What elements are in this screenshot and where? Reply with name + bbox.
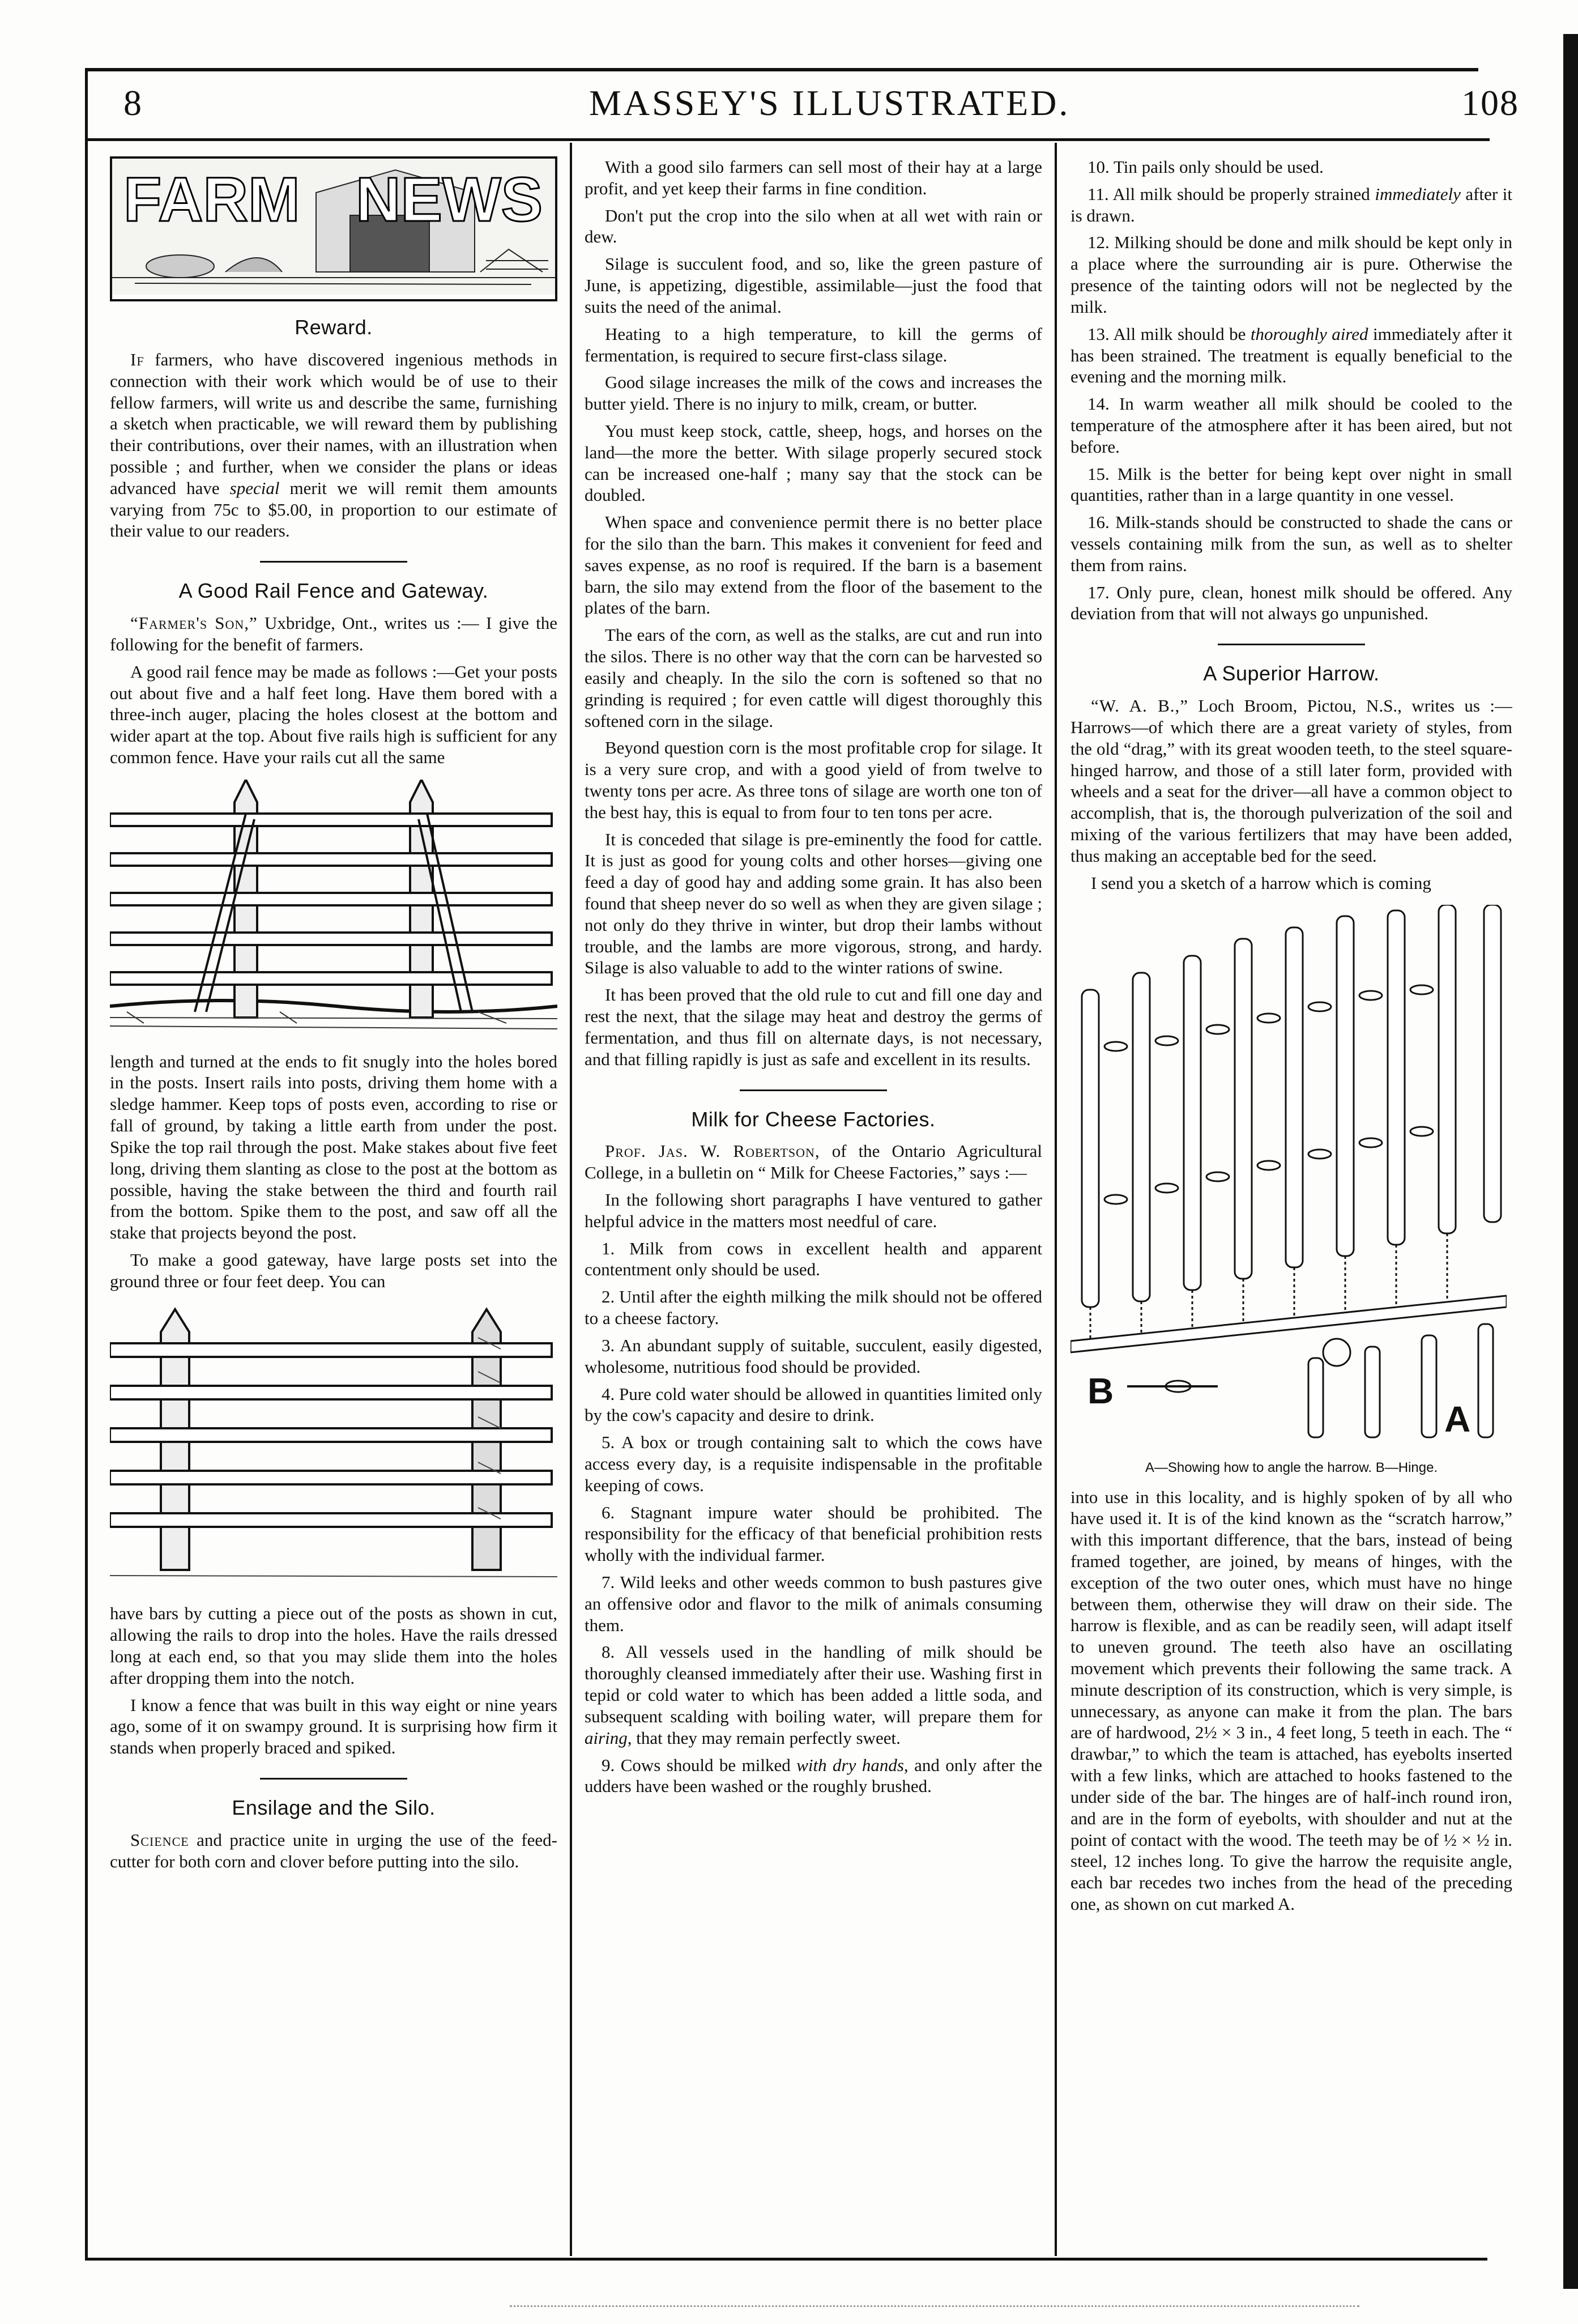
right-edge-bar — [1563, 34, 1578, 2289]
ensilage-heading: Ensilage and the Silo. — [232, 1796, 436, 1820]
bottom-dotted-line — [510, 2305, 1359, 2307]
fence-paragraph-5: have bars by cutting a piece out of the posts as shown in cut, allowing the rails to drop into the holes. Have the rails dressed long at each end, so that you may slide them into the holes after dropping them into the notch. — [110, 1603, 557, 1688]
harrow-figure — [1071, 905, 1512, 1448]
list-item: 4. Pure cold water should be allowed in quantities limited only by the cow's capacity and desire to drink. — [585, 1384, 1042, 1425]
list-item: 11. All milk should be properly strained immediately after it is drawn. — [1071, 184, 1512, 225]
harrow-illustration — [1071, 905, 1507, 1443]
harrow-intro: “W. A. B.,” Loch Broom, Pictou, N.S., writes us :—Harrows—of which there are a great variety of styles, from the old “drag,” with its great wooden teeth, to the steel square-hinged harrow, and those of a still later form, provided with wheels and a seat for the driver—all have a common object to accomplish, that is, the thorough pulverization of the soil and mixing of the various fertilizers that may have been added, thus making an acceptable bed for the seed. — [1071, 696, 1512, 866]
svg-text:NEWS: NEWS — [356, 165, 543, 235]
fence-paragraph-6: I know a fence that was built in this way eight or nine years ago, some of it on swampy ground. It is surprising how firm it stands when properly braced and spiked. — [110, 1695, 557, 1758]
top-border — [85, 68, 1478, 71]
list-item: 7. Wild leeks and other weeds common to bush pastures give an offensive odor and flavor to the milk of animals consuming them. — [585, 1572, 1042, 1635]
harrow-caption: A—Showing how to angle the harrow. B—Hinge. — [1145, 1460, 1438, 1476]
list-item: 9. Cows should be milked with dry hands, and only after the udders have been washed or the roughly brushed. — [585, 1755, 1042, 1797]
column-divider-1 — [570, 143, 572, 2256]
list-item: 2. Until after the eighth milking the milk should not be offered to a cheese factory. — [585, 1287, 1042, 1329]
silo-paragraph-5: Good silage increases the milk of the cows and increases the butter yield. There is no injury to milk, cream, or butter. — [585, 372, 1042, 414]
ensilage-paragraph: Science and practice unite in urging the use of the feed-cutter for both corn and clover before putting into the silo. — [110, 1829, 557, 1871]
page-number-left: 8 — [123, 83, 143, 123]
reward-heading: Reward. — [295, 316, 373, 339]
list-item: 12. Milking should be done and milk should be kept only in a place where the surrounding air is pure. Otherwise the presence of the tainting odors will not be neglected by the milk. — [1071, 232, 1512, 317]
separator-rule — [260, 561, 407, 563]
list-item: 10. Tin pails only should be used. — [1087, 157, 1324, 177]
farm-news-logo — [110, 156, 557, 301]
silo-paragraph-4: Heating to a high temperature, to kill the germs of fermentation, is required to secure first-class silage. — [585, 324, 1042, 365]
list-item: 13. All milk should be thoroughly aired immediately after it has been strained. The treatment is equally beneficial to the evening and the morning milk. — [1071, 324, 1512, 387]
silo-paragraph-11: It has been proved that the old rule to cut and fill one day and rest the next, that the silage may heat and destroy the germs of fermentation, and thus fill on alternate days, is not necessary, and that filling rapidly is just as safe and excellent in its results. — [585, 985, 1042, 1069]
left-border — [85, 68, 88, 2261]
separator-rule — [260, 1778, 407, 1780]
reward-paragraph: If farmers, who have discovered ingenious methods in connection with their work which would be of use to their fellow farmers, will write us and describe the same, furnishing a sketch when practicable, we will reward them by publishing their contributions, over their names, with an illustration when possible ; and further, when we consider the plans or ideas advanced have special merit we will remit them amounts varying from 75c to $5.00, in proportion to our estimate of their value to our readers. — [110, 349, 557, 541]
separator-rule — [1218, 644, 1365, 645]
list-item: 8. All vessels used in the handling of milk should be thoroughly cleansed immediately after their use. Washing first in tepid or cold water to which has been added a little soda, and subsequent scalding with boiling water, will prepare them for airing, that they may remain perfectly sweet. — [585, 1642, 1042, 1748]
farm-news-illustration — [112, 159, 555, 295]
list-item: 3. An abundant supply of suitable, succulent, easily digested, wholesome, nutritious food should be provided. — [585, 1335, 1042, 1377]
silo-paragraph-2: Don't put the crop into the silo when at all wet with rain or dew. — [585, 205, 1042, 247]
header-underline — [85, 138, 1490, 141]
list-item: 14. In warm weather all milk should be cooled to the temperature of the atmosphere after it has been aired, but not before. — [1071, 394, 1512, 457]
list-item: 1. Milk from cows in excellent health and apparent contentment only should be used. — [585, 1238, 1042, 1280]
silo-paragraph-3: Silage is succulent food, and so, like the green pasture of June, is appetizing, digestible, assimilable—just the food that suits the need of the animal. — [585, 254, 1042, 317]
gateway-figure — [110, 1304, 557, 1592]
rail-fence-figure — [110, 780, 557, 1040]
column-2 — [585, 156, 1042, 2253]
silo-paragraph-10: It is conceded that silage is pre-eminently the food for cattle. It is just as good for young colts and other horses—giving one feed a day of good hay and adding some grain. It has also been found that sheep never do so well as when they are given silage ; not only do they thrive in winter, but drop their lambs without trouble, and the lambs are more vigorous, strong, and hardy. Silage is also valuable to add to the winter rations of swine. — [585, 829, 1042, 978]
fence-intro: “Farmer's Son,” Uxbridge, Ont., writes us :— I give the following for the benefit of farmers. — [110, 613, 557, 654]
silo-paragraph-9: Beyond question corn is the most profitable crop for silage. It is a very sure crop, and with a good yield of from twelve to twenty tons per acre. As three tons of silage are worth one ton of the best hay, this is equal to from four to ten tons per acre. — [585, 738, 1042, 822]
svg-text:FARM: FARM — [123, 165, 300, 235]
milk-rules-list — [585, 1238, 1042, 1798]
milk-intro: Prof. Jas. W. Robertson, of the Ontario Agricultural College, in a bulletin on “ Milk for Cheese Factories,” says :— — [585, 1141, 1042, 1183]
milk-paragraph-2: In the following short paragraphs I have ventured to gather helpful advice in the matters most needful of care. — [585, 1190, 1042, 1231]
masthead-title: MASSEY'S ILLUSTRATED. — [589, 83, 1071, 123]
separator-rule — [740, 1089, 887, 1091]
harrow-paragraph-2: I send you a sketch of a harrow which is coming — [1091, 872, 1431, 893]
list-item: 16. Milk-stands should be constructed to shade the cans or vessels containing milk from the sun, as well as to shelter them from rains. — [1071, 512, 1512, 575]
silo-paragraph-8: The ears of the corn, as well as the stalks, are cut and run into the silos. There is no other way that the corn can be harvested so easily and cheaply. In the silo the corn is softened so that no grinding is required ; for even cattle will digest thoroughly this softened corn in the silage. — [585, 625, 1042, 731]
column-1 — [110, 156, 557, 2253]
column-divider-2 — [1055, 143, 1057, 2256]
fence-paragraph-4: To make a good gateway, have large posts set into the ground three or four feet deep. You can — [110, 1249, 557, 1291]
silo-paragraph-7: When space and convenience permit there is no better place for the silo than the barn. This makes it convenient for feed and saves expense, as no roof is required. If the barn is a basement barn, the silo may extend from the floor of the basement to the plates of the barn. — [585, 512, 1042, 618]
silo-paragraph-1: With a good silo farmers can sell most of their hay at a large profit, and yet keep their farms in fine condition. — [585, 157, 1042, 198]
gateway-illustration — [110, 1304, 557, 1587]
silo-paragraph-6: You must keep stock, cattle, sheep, hogs, and horses on the land—the more the better. With silage properly secured stock can be increased one-half ; many say that the stock can be doubled. — [585, 420, 1042, 505]
harrow-paragraph-3: into use in this locality, and is highly spoken of by all who have used it. It is of the kind known as the “scratch harrow,” with this important difference, that the bars, instead of being framed together, are joined, by means of hinges, with the exception of the two outer ones, which must have no hinge between them, otherwise they will draw on their side. The harrow is flexible, and as can be readily seen, will adapt itself to uneven ground. The teeth also have an oscillating movement which prevents their following the same track. A minute description of its construction, which is very simple, is unnecessary, as anyone can make it from the plan. The bars are of hardwood, 2½ × 3 in., 4 feet long, 5 teeth in each. The “ drawbar,” to which the team is attached, has eyebolts inserted with a few links, which are attached to hooks fastened to the under side of the bar. The hinges are of half-inch round iron, and are in the form of eyebolts, with shoulder and nut at the point of contact with the wood. The teeth may be of ½ × ½ in. steel, 12 inches long. To give the harrow the requisite angle, each bar recedes two inches from the head of the preceding one, as shown on cut marked A. — [1071, 1487, 1512, 1914]
rail-fence-illustration — [110, 780, 557, 1035]
list-item: 5. A box or trough containing salt to which the cows have access every day, is a requisite indispensable in the profitable keeping of cows. — [585, 1432, 1042, 1495]
figure-label-b: B — [1087, 1370, 1114, 1412]
fence-paragraph-2: A good rail fence may be made as follows :—Get your posts out about five and a half feet long. Have them bored with a three-inch auger, placing the holes closest at the bottom and wider apart at the top. About five rails high is sufficient for any common fence. Have your rails cut all the same — [110, 661, 557, 767]
harrow-heading: A Superior Harrow. — [1203, 662, 1380, 686]
milk-heading: Milk for Cheese Factories. — [691, 1107, 936, 1131]
figure-label-a: A — [1444, 1399, 1471, 1440]
milk-rules-continued — [1071, 156, 1512, 624]
page-number-right: 108 — [1461, 83, 1519, 123]
fence-paragraph-3: length and turned at the ends to fit snugly into the holes bored in the posts. Insert rails into posts, driving them home with a sledge hammer. Keep tops of posts even, according to rise or fall of ground, by taking a little earth from under the post. Spike the top rail through the post. Make stakes about five feet long, driving them slanting as close to the post at the bottom as possible, having the stake between the third and fourth rail from the bottom. Spike them to the post, and saw off all the stake that projects beyond the post. — [110, 1051, 557, 1243]
list-item: 17. Only pure, clean, honest milk should be offered. Any deviation from that will not always go unpunished. — [1071, 582, 1512, 624]
bottom-border — [85, 2258, 1487, 2261]
list-item: 6. Stagnant impure water should be prohibited. The responsibility for the efficacy of that beneficial prohibition rests wholly with the individual farmer. — [585, 1502, 1042, 1565]
list-item: 15. Milk is the better for being kept over night in small quantities, rather than in a large quantity in one vessel. — [1071, 463, 1512, 505]
column-3 — [1071, 156, 1512, 2253]
fence-heading: A Good Rail Fence and Gateway. — [178, 579, 489, 603]
